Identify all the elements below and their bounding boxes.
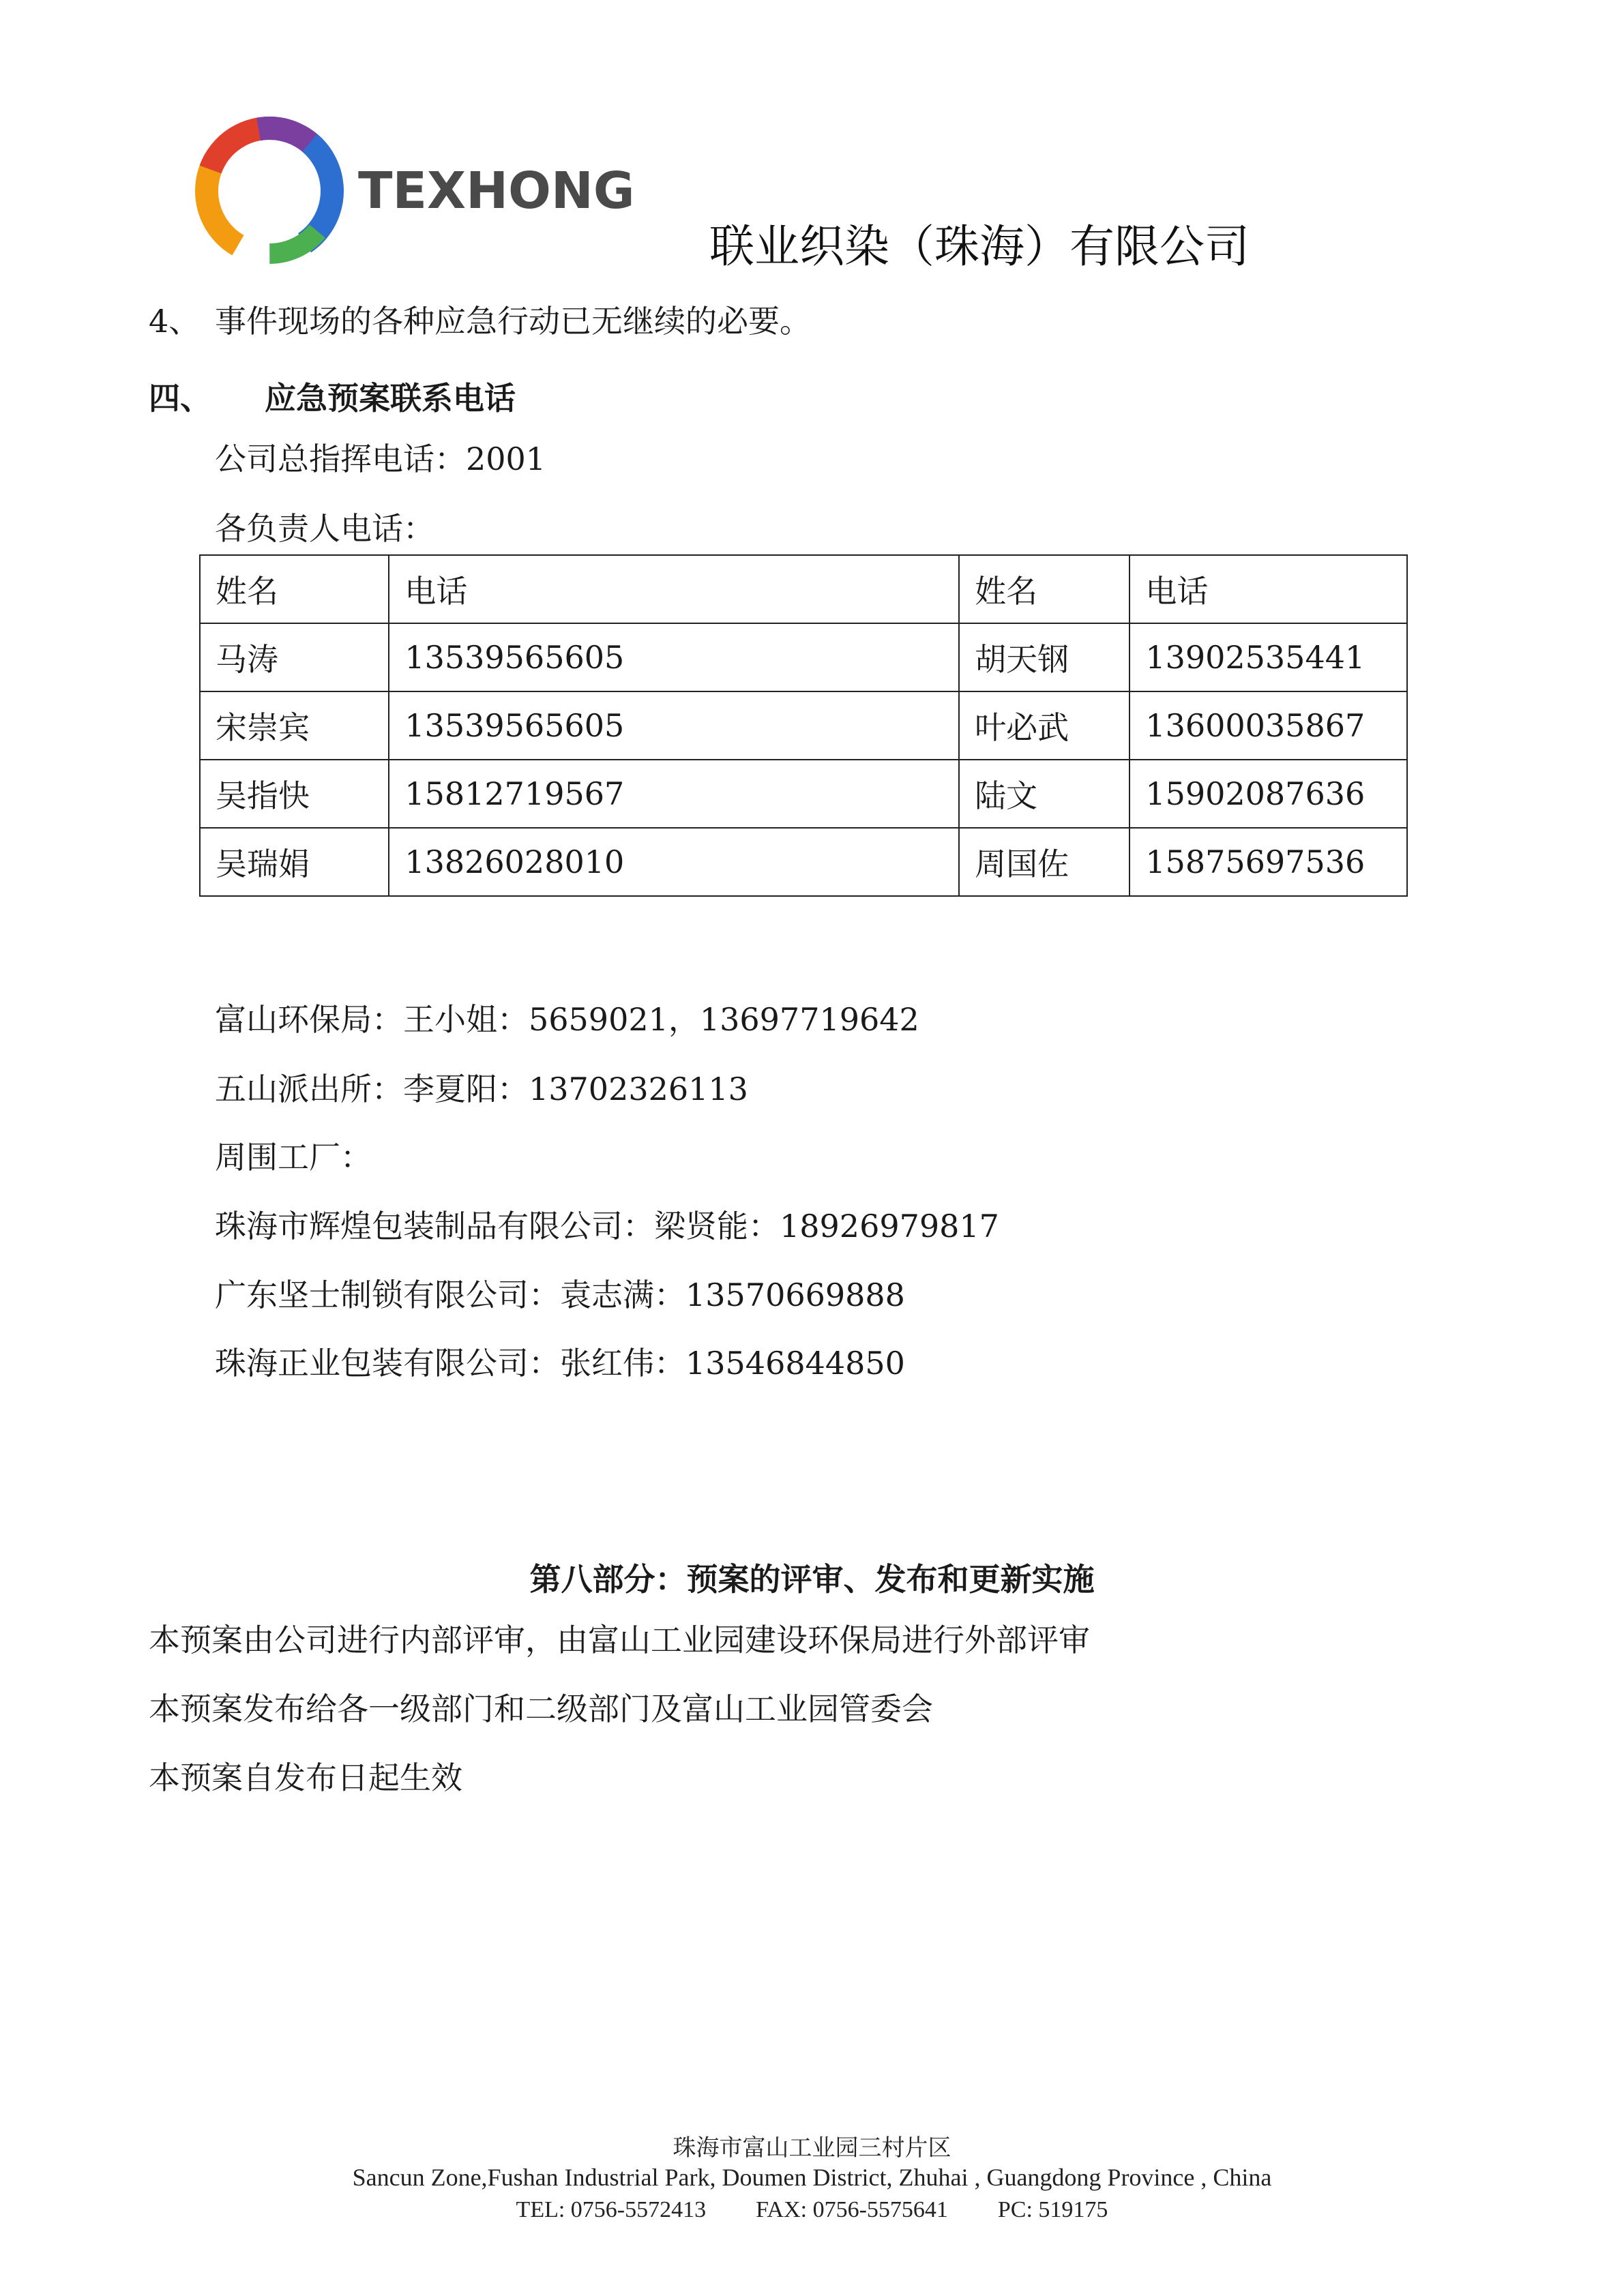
part8-line-3: 本预案自发布日起生效 xyxy=(149,1759,462,1796)
nearby-factories-label: 周围工厂： xyxy=(215,1139,372,1176)
table-cell: 15902087636 xyxy=(1130,760,1407,828)
table-header-cell: 姓名 xyxy=(959,555,1130,623)
table-cell: 13600035867 xyxy=(1130,691,1407,760)
texhong-logo xyxy=(194,116,672,266)
table-cell: 宋崇宾 xyxy=(200,691,389,760)
texhong-ring-icon xyxy=(194,116,358,266)
footer-address-en: Sancun Zone,Fushan Industrial Park, Doumen District, Zhuhai , Guangdong Province , China xyxy=(352,2164,1272,2191)
table-cell: 周国佐 xyxy=(959,828,1130,896)
logo-wordmark: TEXHONG xyxy=(358,162,635,220)
table-cell: 13902535441 xyxy=(1130,623,1407,691)
factory-contact-2: 广东坚士制锁有限公司：袁志满：13570669888 xyxy=(215,1277,905,1313)
table-cell: 13539565605 xyxy=(389,623,959,691)
table-cell: 陆文 xyxy=(959,760,1130,828)
factory-contact-3: 珠海正业包装有限公司：张红伟：13546844850 xyxy=(215,1345,905,1382)
table-cell: 13539565605 xyxy=(389,691,959,760)
footer-fax: FAX: 0756-5575641 xyxy=(756,2197,948,2222)
table-row xyxy=(200,760,1407,828)
section4-number: 四、 xyxy=(149,380,211,417)
table-cell: 吴瑞娟 xyxy=(200,828,389,896)
env-bureau-contact: 富山环保局：王小姐：5659021，13697719642 xyxy=(215,1001,919,1038)
footer-contact-line xyxy=(0,2197,1624,2223)
police-contact: 五山派出所：李夏阳：13702326113 xyxy=(215,1071,748,1107)
table-row xyxy=(200,691,1407,760)
hq-phone: 公司总指挥电话：2001 xyxy=(215,441,546,477)
table-header-cell: 电话 xyxy=(1130,555,1407,623)
table-row xyxy=(200,623,1407,691)
table-cell: 叶必武 xyxy=(959,691,1130,760)
footer-tel: TEL: 0756-5572413 xyxy=(516,2197,707,2222)
part8-line-1: 本预案由公司进行内部评审，由富山工业园建设环保局进行外部评审 xyxy=(149,1622,1090,1658)
factory-contact-1: 珠海市辉煌包装制品有限公司：梁贤能：18926979817 xyxy=(215,1208,999,1244)
company-name: 联业织染（珠海）有限公司 xyxy=(709,220,1250,273)
table-cell: 13826028010 xyxy=(389,828,959,896)
footer-address-cn: 珠海市富山工业园三村片区 xyxy=(673,2134,951,2162)
table-cell: 胡天钢 xyxy=(959,623,1130,691)
section4-title: 应急预案联系电话 xyxy=(265,380,516,417)
item4-text: 事件现场的各种应急行动已无继续的必要。 xyxy=(215,303,811,340)
part8-title: 第八部分：预案的评审、发布和更新实施 xyxy=(529,1561,1095,1598)
item4-number: 4、 xyxy=(149,303,201,340)
part8-line-2: 本预案发布给各一级部门和二级部门及富山工业园管委会 xyxy=(149,1690,933,1727)
footer-postcode: PC: 519175 xyxy=(997,2197,1108,2222)
table-cell: 15812719567 xyxy=(389,760,959,828)
table-header-cell: 姓名 xyxy=(200,555,389,623)
table-header-cell: 电话 xyxy=(389,555,959,623)
contacts-table xyxy=(199,554,1408,897)
leaders-label: 各负责人电话： xyxy=(215,510,434,547)
table-header-row xyxy=(200,555,1407,623)
table-row xyxy=(200,828,1407,896)
table-cell: 吴指快 xyxy=(200,760,389,828)
table-cell: 马涛 xyxy=(200,623,389,691)
table-cell: 15875697536 xyxy=(1130,828,1407,896)
